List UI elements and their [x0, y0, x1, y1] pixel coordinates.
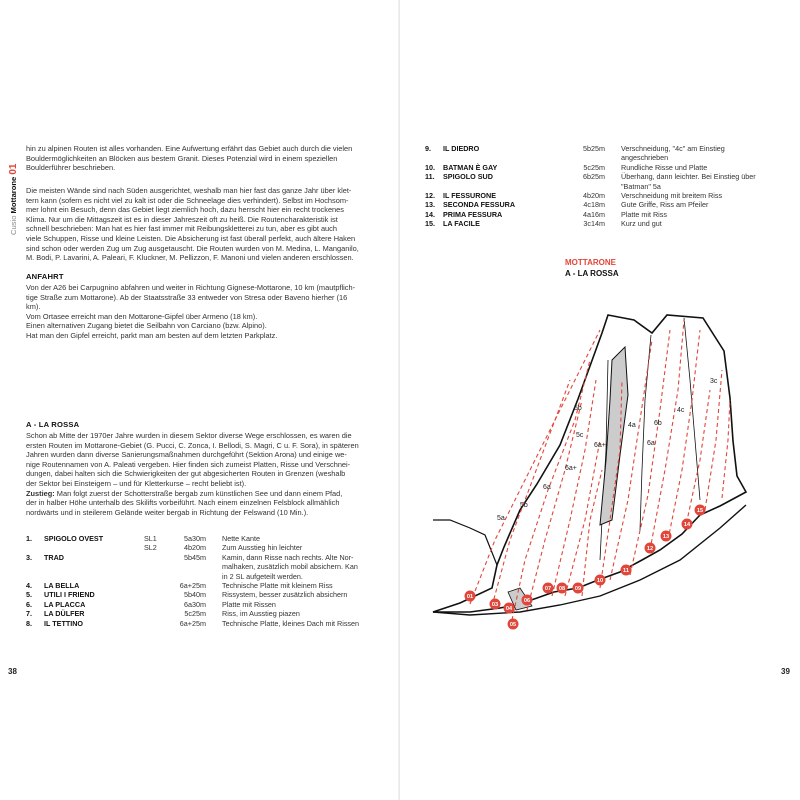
route-len: [591, 153, 621, 162]
route-marker-number: 11: [623, 568, 629, 575]
route-sl: [144, 581, 166, 590]
route-grade: 4b: [184, 543, 192, 553]
route-name: [443, 153, 565, 162]
route-name: [44, 562, 144, 571]
route-sl: SL2: [144, 543, 157, 553]
route-name: [443, 182, 565, 191]
route-desc: Platte mit Riss: [621, 209, 667, 219]
route-desc: Riss, im Ausstieg piazen: [222, 609, 300, 619]
route-desc: Technische Platte, kleines Dach mit Rissen: [222, 618, 360, 628]
route-desc: Zum Ausstieg hin leichter: [222, 543, 303, 553]
route-grade: 5b: [184, 552, 192, 562]
route-row: [26, 600, 359, 609]
route-grade: 5c: [184, 609, 192, 619]
route-desc: Nette Kante: [222, 534, 260, 543]
route-row: [425, 182, 791, 191]
route-grade: 6b: [583, 172, 591, 182]
route-row: [26, 609, 359, 618]
route-number-marker: [645, 543, 656, 554]
route-num: [425, 153, 443, 162]
route-name: [44, 543, 144, 552]
route-marker-number: 12: [646, 546, 654, 553]
route-len: 14m: [591, 219, 605, 229]
route-len: 25m: [192, 581, 206, 591]
grade-label: 5b: [520, 502, 528, 509]
route-grade: [166, 572, 192, 581]
route-row: [425, 200, 791, 209]
route-row: [26, 572, 359, 581]
running-head-section: Cusio: [9, 215, 18, 235]
route-len: 25m: [192, 618, 206, 628]
sector-heading: A - LA ROSSA: [26, 420, 80, 429]
route-num: 6.: [26, 599, 32, 609]
route-name: IL TETTINO: [44, 618, 83, 628]
grade-label: 6a+: [565, 465, 577, 472]
route-grade: 4b: [583, 191, 591, 201]
zustieg-label: Zustieg:: [26, 488, 55, 498]
route-num: [425, 182, 443, 191]
route-row: [26, 534, 359, 543]
route-sl: [144, 553, 166, 562]
route-marker-number: 09: [574, 586, 582, 593]
route-marker-number: 03: [491, 602, 499, 609]
route-num: 12.: [425, 191, 435, 201]
route-grade: 5c: [583, 162, 591, 172]
route-number-marker: [465, 591, 476, 602]
running-head: [8, 145, 22, 235]
route-sl: [144, 600, 166, 609]
topo-sector: A - LA ROSSA: [565, 269, 619, 278]
grade-label: 3c: [710, 378, 718, 385]
route-table-left: [26, 534, 359, 628]
route-grade: 3c: [583, 219, 591, 229]
route-number-marker: [508, 619, 519, 630]
running-head-area: Mottarone: [9, 176, 18, 214]
route-row: [425, 210, 791, 219]
route-sl: [144, 562, 166, 571]
route-name: LA DÜLFER: [44, 609, 85, 619]
route-row: [26, 619, 359, 628]
route-table-right: [425, 144, 791, 229]
grade-label: 6a+: [594, 442, 606, 449]
route-num: 5.: [26, 590, 32, 600]
route-desc: Verschneidung mit breitem Riss: [621, 191, 723, 201]
route-name: SECONDA FESSURA: [443, 200, 516, 210]
route-num: 1.: [26, 534, 32, 543]
route-desc: Verschneidung, "4c" am Einstieg: [621, 144, 725, 153]
route-sl: [144, 619, 166, 628]
route-grade: 6a+: [179, 618, 192, 628]
route-number-marker: [695, 505, 706, 516]
page-number-left: 38: [8, 667, 17, 676]
route-name: IL FESSURONE: [443, 191, 496, 201]
route-row: [425, 153, 791, 162]
grade-label: 6a: [647, 440, 655, 447]
grade-label: 5b: [574, 405, 582, 412]
route-row: [425, 163, 791, 172]
route-num: [26, 543, 44, 552]
route-name: SPIGOLO OVEST: [44, 534, 104, 543]
route-num: 11.: [425, 172, 435, 182]
route-len: 25m: [591, 162, 605, 172]
route-len: 25m: [591, 172, 605, 182]
route-number-marker: [490, 599, 501, 610]
route-number-marker: [557, 583, 568, 594]
route-marker-number: 05: [509, 622, 517, 629]
route-num: 4.: [26, 581, 32, 591]
running-head-number: 01: [8, 163, 19, 175]
route-number-marker: [543, 583, 554, 594]
route-sl: [144, 572, 166, 581]
route-num: 7.: [26, 609, 32, 619]
route-len: 40m: [192, 590, 206, 600]
route-row: [26, 562, 359, 571]
route-row: [26, 553, 359, 562]
route-len: 25m: [192, 609, 206, 619]
anfahrt-paragraph: Von der A26 bei Carpugnino abfahren und weiter in Richtung Gignese-Mottarone, 10 km (mautpflich- tige Straße zum Mottarone). Ab der Staatsstraße 33 entweder von Stresa oder Baveno hierher (16 km). Vom Ortasee erreicht man den Mottarone-Gipfel über Armeno (18 km). Einen alternativen Zugang bietet die Seilbahn von Carciano (bzw. Alpino). Hat man den Gipfel erreicht, parkt man am besten auf dem letzten Parkplatz.: [26, 283, 356, 340]
route-desc: in 2 SL aufgeteilt werden.: [222, 571, 303, 581]
route-len: 30m: [192, 534, 206, 543]
route-number-marker: [661, 531, 672, 542]
route-len: 18m: [591, 200, 605, 210]
route-len: 16m: [591, 209, 605, 219]
route-desc: malhaken, zusätzlich mobil absichern. Kan: [222, 562, 358, 572]
route-desc: angeschrieben: [621, 153, 669, 163]
route-num: 13.: [425, 200, 435, 210]
ridge-line: [433, 520, 497, 565]
sector-paragraph: Schon ab Mitte der 1970er Jahre wurden in diesem Sektor diverse Wege erschlossen, es waren die ersten Routen im Mottarone-Gebiet (G. Pucci, C. Zonca, I. Bellodi, S. Magri, C u. F. Sora), in späteren Jahren wurden dann diverse Sanierungsmaßnahmen durchgeführt (Sektion Arona) und einige we- nige Routennamen von A. Paleati vergeben. Hier finden sich zumeist Platten, Risse und Verschnei- dungen, dabei halten sich die Schwierigkeiten der gut abgesicherten Routen in Grenzen (weshalb der Sektor bei Einsteigern – und für Kletterkurse – recht beliebt ist). Zustieg: Man folgt zuerst der Schotterstraße bergab zum künstlichen See und dann einem Pfad, der in halber Höhe unterhalb des Skilifts vorbeiführt. Nach einem einzelnen Felsblock allmählich nordwärts und in steilerem Gelände weiter bergab in Richtung der Felswand (10 Min.).: [26, 431, 359, 517]
route-marker-number: 15: [696, 508, 704, 515]
topo-heading: [565, 258, 619, 278]
grade-label: 4a: [628, 422, 636, 429]
route-len: 25m: [591, 144, 605, 153]
route-len: [591, 182, 621, 191]
route-name: UTILI I FRIEND: [44, 590, 95, 600]
route-grade: 5b: [583, 144, 591, 153]
route-num: 15.: [425, 219, 435, 229]
route-marker-number: 10: [596, 578, 604, 585]
route-num: 8.: [26, 618, 32, 628]
intro-paragraph: hin zu alpinen Routen ist alles vorhanden. Eine Aufwertung erfährt das Gebiet auch durch die vielen Bouldermöglichkeiten an Blöcken aus bestem Granit. Dieses Potenzial wird in einem speziellen Boulderführer beschrieben.: [26, 144, 353, 173]
grade-label: 5a: [497, 515, 505, 522]
route-desc: Kamin, dann Risse nach rechts. Alte Nor-: [222, 552, 354, 562]
route-desc: Rissystem, besser zusätzlich absichern: [222, 590, 348, 600]
route-len: [192, 562, 222, 571]
route-name: IL DIEDRO: [443, 144, 480, 153]
route-num: 14.: [425, 209, 435, 219]
route-desc: Gute Griffe, Riss am Pfeiler: [621, 200, 709, 210]
route-marker-number: 04: [505, 606, 513, 613]
route-num: 3.: [26, 552, 32, 562]
route-num: 10.: [425, 162, 435, 172]
climate-paragraph: Die meisten Wände sind nach Süden ausgerichtet, weshalb man hier fast das ganze Jahr über klet- tern kann (sofern es nicht viel zu kalt ist oder die Schneelage dies verhindert). Selbst im Hochsom- mer lohnt ein Besuch, denn das Gebiet liegt ziemlich hoch, dazu herrscht hier ein recht trockenes Klima. Nur um die Mittagszeit ist es in dieser Jahreszeit oft zu heiß. Die Routencharakteristik ist schnell beschrieben: Man hat es hier fast immer mit Reibungskletterei zu tun, aber es gibt auch viele Schuppen, Risse und kleine Leisten. Die Absicherung ist fast überall perfekt, auch ältere Haken sind schon oder werden Zug um Zug ausgetauscht. Die Routen wurden von M. Medina, L. Manganilo, M. Bodi, P. Lavarini, A. Paleari, F. Kluckner, M. Pellizzon, F. Manoni und vielen anderen erschlossen.: [26, 186, 359, 263]
route-number-marker: [621, 565, 632, 576]
grade-label: 5c: [576, 432, 584, 439]
grade-label: 4c: [677, 407, 685, 414]
route-desc: Platte mit Rissen: [222, 599, 276, 609]
route-num: [26, 562, 44, 571]
route-marker-number: 06: [523, 598, 531, 605]
route-num: 9.: [425, 144, 431, 153]
anfahrt-heading: ANFAHRT: [26, 272, 64, 281]
route-marker-number: 14: [683, 522, 691, 529]
route-grade: 4c: [583, 200, 591, 210]
route-len: 45m: [192, 552, 206, 562]
route-name: LA FACILE: [443, 219, 480, 229]
route-len: 30m: [192, 599, 206, 609]
route-row: [425, 219, 791, 228]
route-grade: [166, 562, 192, 571]
route-name: TRAD: [44, 552, 64, 562]
route-row: [425, 144, 791, 153]
route-row: [26, 581, 359, 590]
route-grade: 6a: [184, 599, 192, 609]
route-name: BATMAN È GAY: [443, 162, 498, 172]
route-row: [26, 543, 359, 552]
route-num: [26, 572, 44, 581]
route-number-marker: [595, 575, 606, 586]
route-marker-number: 07: [544, 586, 552, 593]
route-desc: Technische Platte mit kleinem Riss: [222, 581, 333, 591]
route-number-marker: [504, 603, 515, 614]
grade-label: 6b: [654, 420, 662, 427]
route-name: PRIMA FESSURA: [443, 209, 503, 219]
route-marker-number: 01: [466, 594, 474, 601]
route-marker-number: 13: [662, 534, 670, 541]
route-number-marker: [682, 519, 693, 530]
route-desc: Überhang, dann leichter. Bei Einstieg über: [621, 172, 756, 182]
page-number-right: 39: [781, 667, 790, 676]
route-sl: [144, 590, 166, 599]
route-desc: "Batman" 5a: [621, 181, 661, 191]
route-len: 20m: [591, 191, 605, 201]
route-grade: [565, 153, 591, 162]
route-grade: 4a: [583, 209, 591, 219]
route-len: [192, 572, 222, 581]
route-sl: SL1: [144, 534, 157, 543]
topo-title: MOTTARONE: [565, 258, 616, 267]
route-grade: 5a: [184, 534, 192, 543]
rock-face: [433, 315, 746, 612]
route-desc: Kurz und gut: [621, 219, 662, 229]
route-number-marker: [573, 583, 584, 594]
route-marker-number: 08: [558, 586, 566, 593]
route-len: 20m: [192, 543, 206, 553]
route-row: [425, 191, 791, 200]
route-name: LA PLACCA: [44, 599, 86, 609]
route-desc: Rundliche Risse und Platte: [621, 162, 708, 172]
route-name: SPIGOLO SUD: [443, 172, 493, 182]
route-grade: [565, 182, 591, 191]
route-row: [26, 590, 359, 599]
route-grade: 6a+: [179, 581, 192, 591]
route-name: [44, 572, 144, 581]
route-name: LA BELLA: [44, 581, 80, 591]
route-sl: [144, 609, 166, 618]
route-grade: 5b: [184, 590, 192, 600]
grade-label: 6a: [543, 484, 551, 491]
crag-topo-illustration: [428, 300, 750, 635]
route-row: [425, 172, 791, 181]
route-number-marker: [522, 595, 533, 606]
